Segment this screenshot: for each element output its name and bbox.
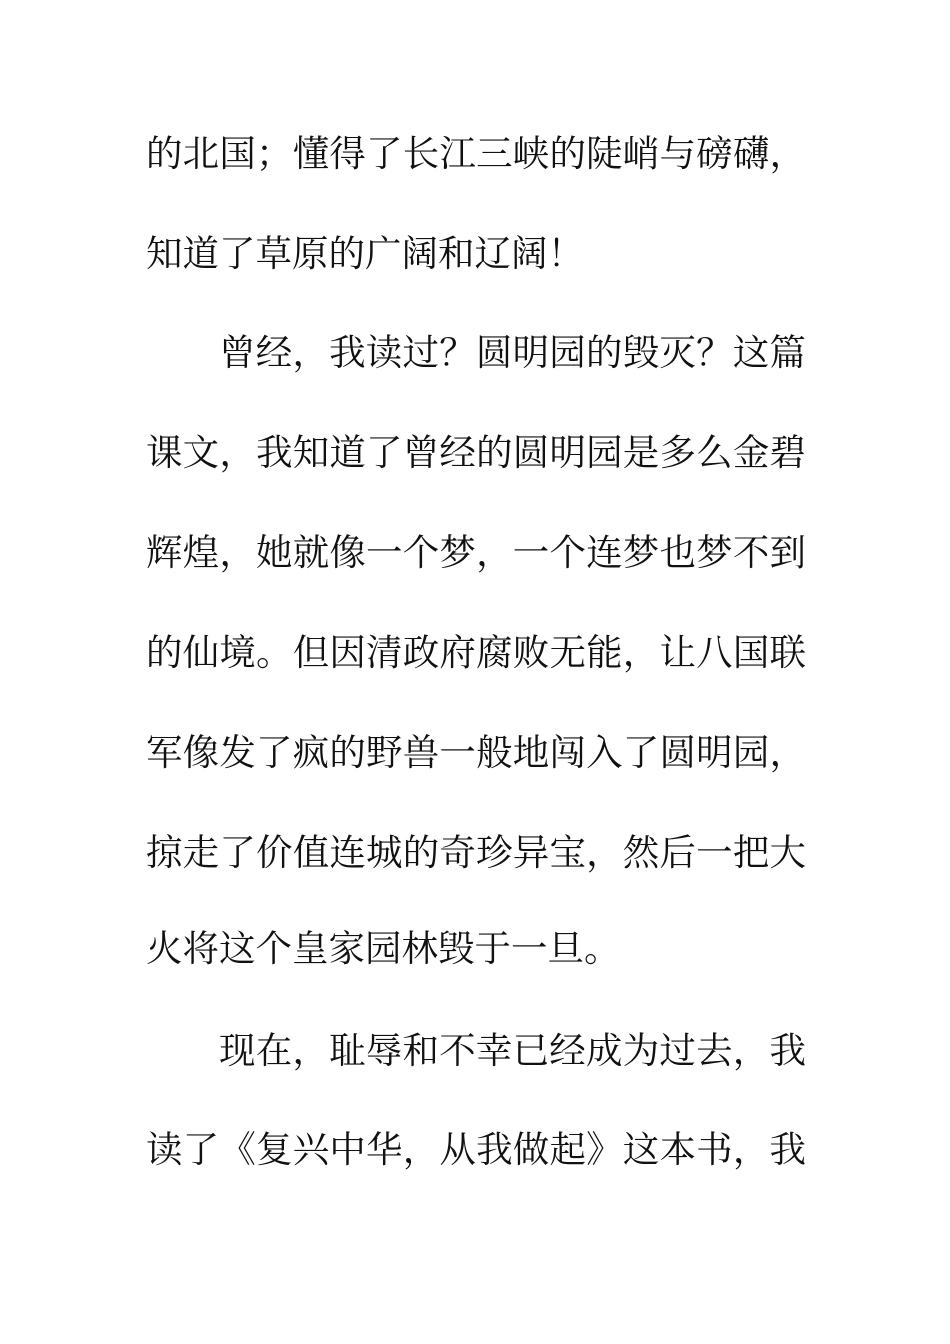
text-line: 课文，我知道了曾经的圆明园是多么金碧 (146, 431, 806, 474)
text-line: 的仙境。但因清政府腐败无能，让八国联 (146, 631, 806, 674)
paragraph-start-line: 曾经，我读过？圆明园的毁灭？这篇 (219, 331, 806, 374)
text-line: 知道了草原的广阔和辽阔！ (146, 232, 584, 275)
text-line: 火将这个皇家园林毁于一旦。 (146, 927, 621, 970)
text-line: 读了《复兴中华，从我做起》这本书，我 (146, 1128, 806, 1171)
text-line: 的北国；懂得了长江三峡的陡峭与磅礴， (146, 132, 806, 175)
text-line: 军像发了疯的野兽一般地闯入了圆明园， (146, 731, 806, 774)
paragraph-start-line: 现在，耻辱和不幸已经成为过去，我 (219, 1029, 806, 1072)
text-line: 辉煌，她就像一个梦，一个连梦也梦不到 (146, 531, 806, 574)
text-line: 掠走了价值连城的奇珍异宝，然后一把大 (146, 831, 806, 874)
